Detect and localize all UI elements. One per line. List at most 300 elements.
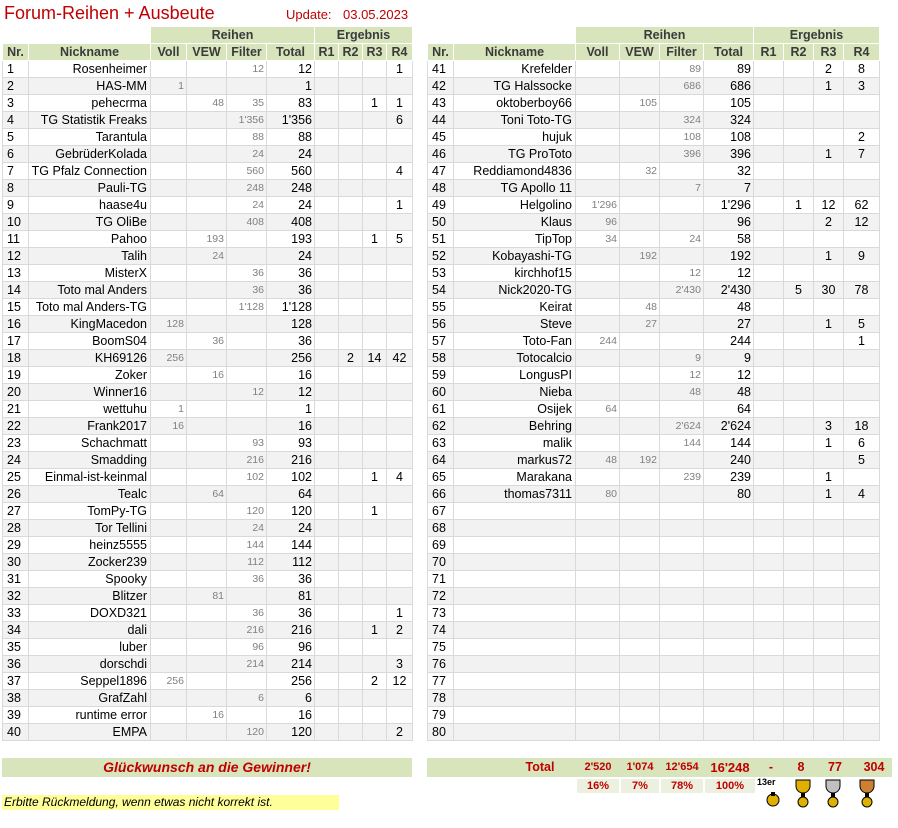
nickname: MisterX xyxy=(29,265,151,282)
r2-value xyxy=(784,367,814,384)
row-number: 14 xyxy=(3,282,29,299)
r3-value xyxy=(814,299,844,316)
r3-value xyxy=(814,520,844,537)
r4-value xyxy=(844,384,880,401)
nickname: Helgolino xyxy=(454,197,576,214)
r1-value xyxy=(754,61,784,78)
total-value: 256 xyxy=(267,673,315,690)
table-row xyxy=(428,180,880,197)
table-row xyxy=(3,588,413,605)
total-value: 24 xyxy=(267,146,315,163)
filter-value: 7 xyxy=(660,180,704,197)
row-number: 48 xyxy=(428,180,454,197)
r1-value xyxy=(315,401,339,418)
r2-value: 2 xyxy=(339,350,363,367)
table-row xyxy=(428,622,880,639)
row-number: 33 xyxy=(3,605,29,622)
r3-value xyxy=(363,129,387,146)
r3-value xyxy=(814,231,844,248)
filter-value: 144 xyxy=(227,537,267,554)
total-value: 36 xyxy=(267,605,315,622)
table-row xyxy=(3,639,413,656)
r3-value xyxy=(363,690,387,707)
nickname: Toni Toto-TG xyxy=(454,112,576,129)
r1-value xyxy=(315,180,339,197)
filter-value: 35 xyxy=(227,95,267,112)
col-header-r1: R1 xyxy=(315,44,339,61)
row-number: 78 xyxy=(428,690,454,707)
nickname: Krefelder xyxy=(454,61,576,78)
r4-value: 5 xyxy=(844,452,880,469)
col-header-r4: R4 xyxy=(387,44,413,61)
r4-value xyxy=(844,622,880,639)
voll-value xyxy=(576,622,620,639)
filter-value: 24 xyxy=(227,197,267,214)
nickname xyxy=(454,588,576,605)
nickname: haase4u xyxy=(29,197,151,214)
voll-value xyxy=(576,588,620,605)
vew-value xyxy=(187,571,227,588)
voll-value: 1 xyxy=(151,78,187,95)
r4-value: 2 xyxy=(387,622,413,639)
r1-value xyxy=(754,248,784,265)
sum-r3: 77 xyxy=(828,760,842,774)
table-row xyxy=(3,401,413,418)
voll-value xyxy=(151,231,187,248)
row-number: 10 xyxy=(3,214,29,231)
r4-value: 12 xyxy=(387,673,413,690)
col-header-r3: R3 xyxy=(363,44,387,61)
filter-value xyxy=(660,622,704,639)
r1-value xyxy=(754,163,784,180)
ranking-table-left xyxy=(2,26,413,741)
table-row xyxy=(3,707,413,724)
table-row xyxy=(3,520,413,537)
row-number: 13 xyxy=(3,265,29,282)
total-value: 93 xyxy=(267,435,315,452)
r3-value xyxy=(363,248,387,265)
reihen-header: Reihen xyxy=(576,27,754,44)
r2-value xyxy=(339,537,363,554)
table-row xyxy=(428,724,880,741)
row-number: 80 xyxy=(428,724,454,741)
r4-value xyxy=(844,469,880,486)
voll-value xyxy=(151,265,187,282)
row-number: 40 xyxy=(3,724,29,741)
r3-value xyxy=(363,333,387,350)
r1-value xyxy=(754,673,784,690)
r2-value xyxy=(784,78,814,95)
table-row xyxy=(428,520,880,537)
voll-value xyxy=(151,588,187,605)
voll-value xyxy=(151,367,187,384)
r1-value xyxy=(754,401,784,418)
r3-value xyxy=(814,554,844,571)
r4-value xyxy=(387,316,413,333)
voll-value xyxy=(151,707,187,724)
r1-value xyxy=(315,146,339,163)
total-value: 120 xyxy=(267,503,315,520)
filter-value: 686 xyxy=(660,78,704,95)
r1-value xyxy=(754,690,784,707)
nickname: KH69126 xyxy=(29,350,151,367)
vew-value xyxy=(620,520,660,537)
row-number: 20 xyxy=(3,384,29,401)
nickname: TG Statistik Freaks xyxy=(29,112,151,129)
table-row xyxy=(3,265,413,282)
filter-value xyxy=(227,78,267,95)
filter-value: 214 xyxy=(227,656,267,673)
r4-value xyxy=(844,724,880,741)
vew-value xyxy=(187,673,227,690)
voll-value xyxy=(576,384,620,401)
table-row xyxy=(3,61,413,78)
voll-value xyxy=(151,605,187,622)
voll-value xyxy=(151,197,187,214)
vew-value: 192 xyxy=(620,248,660,265)
nickname xyxy=(454,571,576,588)
table-row xyxy=(428,197,880,214)
r2-value xyxy=(784,673,814,690)
vew-value xyxy=(620,265,660,282)
total-value xyxy=(704,707,754,724)
r4-value: 7 xyxy=(844,146,880,163)
r1-value xyxy=(754,503,784,520)
nickname: TG ProToto xyxy=(454,146,576,163)
r1-value xyxy=(754,384,784,401)
r1-value xyxy=(315,537,339,554)
r3-value xyxy=(363,707,387,724)
r2-value xyxy=(784,435,814,452)
table-row xyxy=(428,163,880,180)
total-value: 216 xyxy=(267,452,315,469)
row-number: 74 xyxy=(428,622,454,639)
vew-value xyxy=(620,112,660,129)
r3-value xyxy=(363,146,387,163)
nickname: runtime error xyxy=(29,707,151,724)
filter-value: 216 xyxy=(227,452,267,469)
vew-value xyxy=(187,350,227,367)
r1-value xyxy=(315,95,339,112)
vew-value: 24 xyxy=(187,248,227,265)
ranking-table-right xyxy=(427,26,880,741)
vew-value xyxy=(187,452,227,469)
voll-value xyxy=(576,554,620,571)
voll-value xyxy=(576,418,620,435)
r2-value xyxy=(339,282,363,299)
r2-value xyxy=(339,656,363,673)
nickname: Seppel1896 xyxy=(29,673,151,690)
r3-value xyxy=(363,435,387,452)
r3-value xyxy=(814,163,844,180)
total-value: 80 xyxy=(704,486,754,503)
filter-value xyxy=(660,690,704,707)
filter-value: 216 xyxy=(227,622,267,639)
r3-value: 30 xyxy=(814,282,844,299)
voll-value xyxy=(151,469,187,486)
voll-value xyxy=(151,503,187,520)
r1-value xyxy=(754,707,784,724)
row-number: 29 xyxy=(3,537,29,554)
voll-value xyxy=(576,435,620,452)
col-header-nr: Nr. xyxy=(3,44,29,61)
pct-voll: 16% xyxy=(577,779,619,793)
total-value: 7 xyxy=(704,180,754,197)
row-number: 17 xyxy=(3,333,29,350)
voll-value xyxy=(576,367,620,384)
r3-value xyxy=(814,537,844,554)
voll-value xyxy=(151,656,187,673)
table-row xyxy=(428,350,880,367)
nickname: Behring xyxy=(454,418,576,435)
filter-value xyxy=(660,333,704,350)
r1-value xyxy=(754,112,784,129)
r2-value xyxy=(339,214,363,231)
vew-value xyxy=(620,486,660,503)
r4-value xyxy=(387,384,413,401)
table-row xyxy=(428,452,880,469)
r3-value xyxy=(814,707,844,724)
r2-value xyxy=(784,248,814,265)
table-row xyxy=(3,214,413,231)
table-row xyxy=(428,639,880,656)
filter-value: 239 xyxy=(660,469,704,486)
r3-value: 12 xyxy=(814,197,844,214)
r2-value xyxy=(784,469,814,486)
voll-value xyxy=(576,282,620,299)
r4-value: 3 xyxy=(844,78,880,95)
filter-value xyxy=(227,367,267,384)
r1-value xyxy=(754,95,784,112)
r2-value xyxy=(784,639,814,656)
total-value xyxy=(704,537,754,554)
r4-value xyxy=(387,554,413,571)
table-row xyxy=(428,435,880,452)
r3-value xyxy=(363,265,387,282)
r3-value: 1 xyxy=(814,435,844,452)
r1-value xyxy=(754,622,784,639)
nickname: Toto mal Anders-TG xyxy=(29,299,151,316)
nickname: GebrüderKolada xyxy=(29,146,151,163)
total-value: 96 xyxy=(704,214,754,231)
r3-value xyxy=(814,605,844,622)
row-number: 49 xyxy=(428,197,454,214)
r1-value xyxy=(754,520,784,537)
r2-value xyxy=(784,316,814,333)
r2-value xyxy=(784,333,814,350)
voll-value xyxy=(151,146,187,163)
row-number: 52 xyxy=(428,248,454,265)
voll-value xyxy=(151,282,187,299)
feedback-note: Erbitte Rückmeldung, wenn etwas nicht korrekt ist. xyxy=(2,795,339,810)
vew-value xyxy=(620,503,660,520)
vew-value xyxy=(620,61,660,78)
r1-value xyxy=(754,299,784,316)
table-row xyxy=(3,656,413,673)
vew-value: 16 xyxy=(187,367,227,384)
vew-value xyxy=(620,384,660,401)
voll-value xyxy=(576,639,620,656)
total-value: 240 xyxy=(704,452,754,469)
row-number: 72 xyxy=(428,588,454,605)
r4-value xyxy=(387,571,413,588)
table-row xyxy=(428,367,880,384)
nickname: thomas7311 xyxy=(454,486,576,503)
row-number: 44 xyxy=(428,112,454,129)
total-label: Total xyxy=(525,760,555,774)
row-number: 79 xyxy=(428,707,454,724)
r2-value xyxy=(784,554,814,571)
filter-value xyxy=(660,401,704,418)
voll-value xyxy=(576,469,620,486)
row-number: 59 xyxy=(428,367,454,384)
table-row xyxy=(3,180,413,197)
total-value: 58 xyxy=(704,231,754,248)
r2-value xyxy=(784,401,814,418)
row-number: 76 xyxy=(428,656,454,673)
row-number: 51 xyxy=(428,231,454,248)
voll-value xyxy=(151,435,187,452)
r4-value: 1 xyxy=(387,197,413,214)
r4-value xyxy=(844,707,880,724)
table-row xyxy=(3,435,413,452)
r3-value xyxy=(814,503,844,520)
row-number: 46 xyxy=(428,146,454,163)
r2-value xyxy=(339,707,363,724)
r4-value: 1 xyxy=(387,95,413,112)
filter-value: 2'624 xyxy=(660,418,704,435)
r1-value xyxy=(754,486,784,503)
filter-value xyxy=(660,673,704,690)
table-row xyxy=(3,690,413,707)
table-row xyxy=(3,673,413,690)
r1-value xyxy=(754,418,784,435)
r1-value xyxy=(315,384,339,401)
r2-value xyxy=(784,418,814,435)
r4-value xyxy=(387,401,413,418)
voll-value xyxy=(576,61,620,78)
nickname xyxy=(454,537,576,554)
vew-value: 32 xyxy=(620,163,660,180)
filter-value: 1'356 xyxy=(227,112,267,129)
r3-value xyxy=(814,350,844,367)
voll-value: 128 xyxy=(151,316,187,333)
nickname: Tealc xyxy=(29,486,151,503)
voll-value xyxy=(151,112,187,129)
r2-value xyxy=(339,248,363,265)
r2-value xyxy=(339,367,363,384)
voll-value xyxy=(576,248,620,265)
vew-value xyxy=(187,197,227,214)
r1-value xyxy=(315,197,339,214)
table-row xyxy=(428,265,880,282)
table-row xyxy=(3,537,413,554)
header-blank xyxy=(428,27,576,44)
table-row xyxy=(3,78,413,95)
r4-value xyxy=(387,180,413,197)
filter-value: 36 xyxy=(227,282,267,299)
row-number: 64 xyxy=(428,452,454,469)
r4-value xyxy=(844,95,880,112)
table-row xyxy=(428,248,880,265)
vew-value xyxy=(187,146,227,163)
r2-value xyxy=(784,452,814,469)
row-number: 50 xyxy=(428,214,454,231)
vew-value xyxy=(620,707,660,724)
table-row xyxy=(428,486,880,503)
nickname: Kobayashi-TG xyxy=(454,248,576,265)
voll-value xyxy=(576,724,620,741)
table-row xyxy=(428,503,880,520)
nickname: Toto mal Anders xyxy=(29,282,151,299)
r4-value: 3 xyxy=(387,656,413,673)
vew-value xyxy=(187,282,227,299)
table-row xyxy=(3,129,413,146)
col-header-vew: VEW xyxy=(620,44,660,61)
nickname: DOXD321 xyxy=(29,605,151,622)
r2-value xyxy=(784,486,814,503)
vew-value xyxy=(620,605,660,622)
trophy-icon xyxy=(822,778,844,808)
total-value: 36 xyxy=(267,282,315,299)
total-value: 324 xyxy=(704,112,754,129)
voll-value xyxy=(576,605,620,622)
nickname: kirchhof15 xyxy=(454,265,576,282)
page-title: Forum-Reihen + Ausbeute xyxy=(4,3,215,23)
voll-value xyxy=(151,299,187,316)
voll-value: 16 xyxy=(151,418,187,435)
r2-value xyxy=(339,554,363,571)
total-value: 192 xyxy=(704,248,754,265)
row-number: 75 xyxy=(428,639,454,656)
row-number: 11 xyxy=(3,231,29,248)
r2-value xyxy=(784,622,814,639)
table-row xyxy=(3,622,413,639)
r4-value xyxy=(387,452,413,469)
total-value: 12 xyxy=(704,265,754,282)
voll-value xyxy=(576,78,620,95)
total-value: 32 xyxy=(704,163,754,180)
nickname: TG Apollo 11 xyxy=(454,180,576,197)
filter-value: 24 xyxy=(227,146,267,163)
total-value: 112 xyxy=(267,554,315,571)
r2-value xyxy=(339,622,363,639)
r2-value xyxy=(784,588,814,605)
vew-value xyxy=(187,129,227,146)
total-value: 1'296 xyxy=(704,197,754,214)
r1-value xyxy=(754,588,784,605)
vew-value xyxy=(187,724,227,741)
r1-value xyxy=(315,78,339,95)
table-row xyxy=(428,401,880,418)
vew-value: 192 xyxy=(620,452,660,469)
total-value: 1 xyxy=(267,401,315,418)
total-value: 256 xyxy=(267,350,315,367)
filter-value: 12 xyxy=(227,384,267,401)
nickname: Nick2020-TG xyxy=(454,282,576,299)
r4-value xyxy=(844,537,880,554)
nickname: Blitzer xyxy=(29,588,151,605)
voll-value: 96 xyxy=(576,214,620,231)
total-value: 48 xyxy=(704,299,754,316)
r3-value xyxy=(363,299,387,316)
nickname xyxy=(454,656,576,673)
r3-value xyxy=(363,588,387,605)
r3-value: 2 xyxy=(363,673,387,690)
r2-value xyxy=(784,231,814,248)
total-value: 96 xyxy=(267,639,315,656)
total-value: 64 xyxy=(704,401,754,418)
